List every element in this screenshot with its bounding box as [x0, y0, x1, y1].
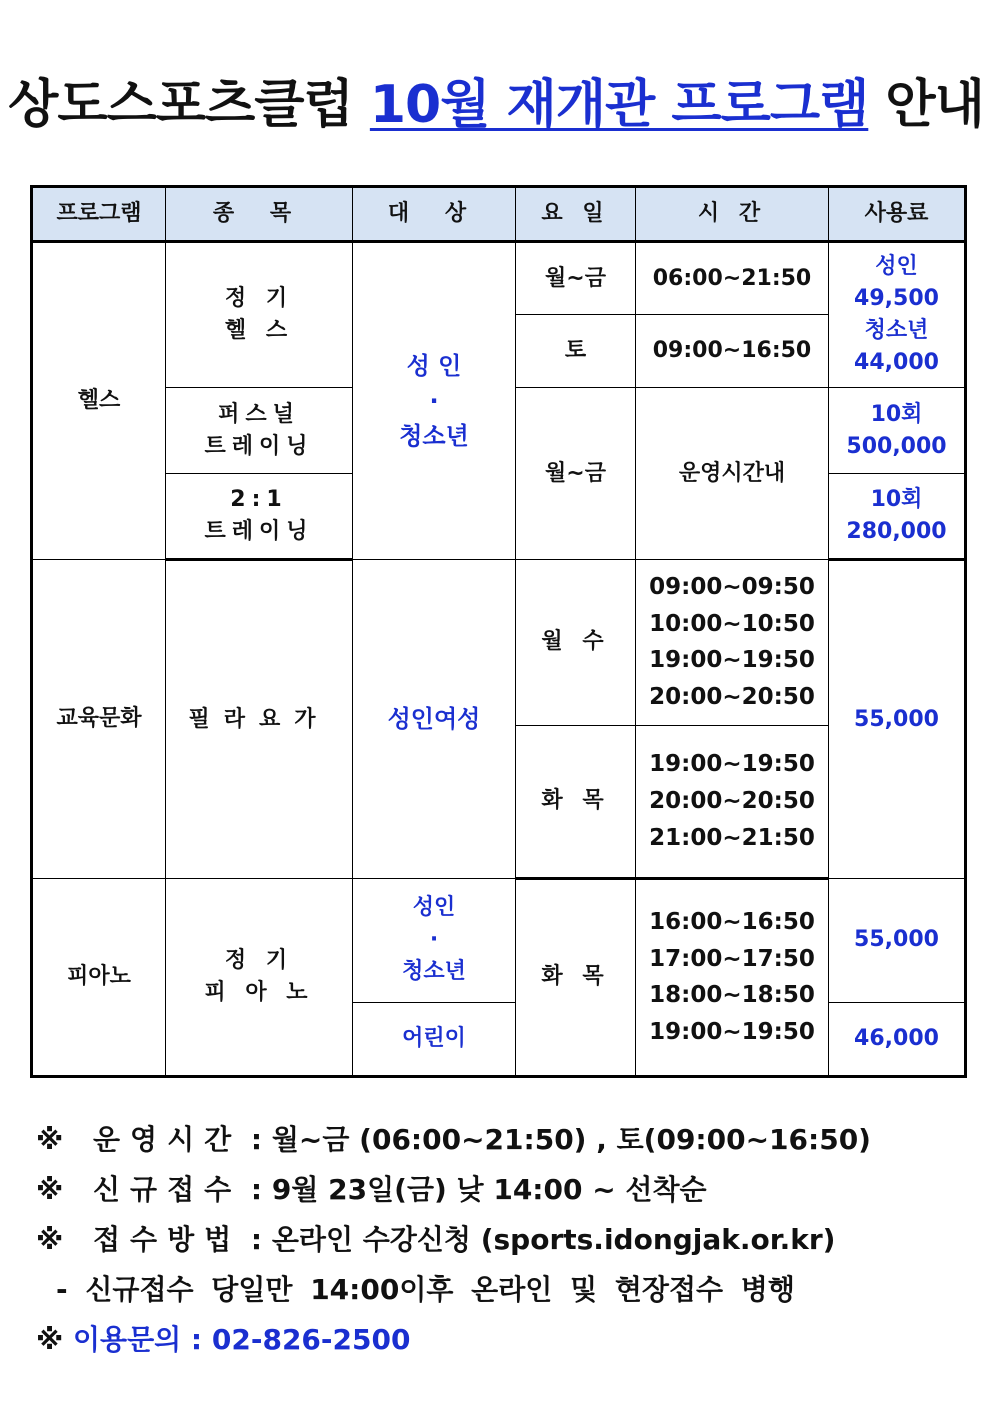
note-value: : 온라인 수강신청 (sports.idongjak.or.kr) [250, 1223, 836, 1256]
title-club-name: 상도스포츠클럽 [8, 75, 353, 135]
item-personal-training: 퍼스널 트레이닝 [166, 388, 353, 474]
note-registration-method [36, 1218, 966, 1268]
day-piano: 화 목 [516, 878, 636, 1076]
time-saturday: 09:00~16:50 [636, 315, 829, 388]
fee-piano-child: 46,000 [829, 1002, 966, 1076]
time-training: 운영시간내 [636, 388, 829, 560]
table-row [32, 878, 966, 1002]
day-mon-wed: 월 수 [516, 560, 636, 725]
title-highlight: 10월 재개관 프로그램 [369, 75, 869, 135]
program-culture: 교육문화 [32, 560, 166, 878]
header-day: 요 일 [516, 187, 636, 242]
note-label: ※ 신규접수 [36, 1173, 242, 1206]
day-weekday: 월~금 [516, 242, 636, 315]
table-row [32, 242, 966, 315]
target-piano-child: 어린이 [353, 1002, 516, 1076]
day-saturday: 토 [516, 315, 636, 388]
note-value: : 월~금 (06:00~21:50) , 토(09:00~16:50) [250, 1123, 871, 1156]
fee-duo-training: 10회 280,000 [829, 474, 966, 560]
table-header-row [32, 187, 966, 242]
target-piano-adult: 성인 · 청소년 [353, 878, 516, 1002]
page-title [0, 62, 992, 137]
header-item: 종 목 [166, 187, 353, 242]
item-pilates-yoga: 필라요가 [166, 560, 353, 878]
header-target: 대 상 [353, 187, 516, 242]
fee-piano-adult: 55,000 [829, 878, 966, 1002]
table-row [32, 560, 966, 725]
note-label: ※ 접수방법 [36, 1223, 242, 1256]
contact-phone: 이용문의 : 02-826-2500 [72, 1323, 411, 1356]
note-mark: ※ [36, 1323, 64, 1356]
item-regular-piano: 정 기 피 아 노 [166, 878, 353, 1076]
note-contact [36, 1318, 966, 1368]
day-tue-thu: 화 목 [516, 725, 636, 878]
header-program: 프로그램 [32, 187, 166, 242]
times-piano: 16:00~16:50 17:00~17:50 18:00~18:50 19:00~19:50 [636, 878, 829, 1076]
note-value: : 9월 23일(금) 낮 14:00 ~ 선착순 [250, 1173, 707, 1206]
item-regular-health: 정 기 헬 스 [166, 242, 353, 388]
target-health: 성 인 · 청소년 [353, 242, 516, 560]
fee-culture: 55,000 [829, 560, 966, 878]
fee-personal-training: 10회 500,000 [829, 388, 966, 474]
item-duo-training: 2:1 트레이닝 [166, 474, 353, 560]
target-culture: 성인여성 [353, 560, 516, 878]
times-tue-thu: 19:00~19:50 20:00~20:50 21:00~21:50 [636, 725, 829, 878]
time-weekday: 06:00~21:50 [636, 242, 829, 315]
program-health: 헬스 [32, 242, 166, 560]
note-new-registration [36, 1168, 966, 1218]
times-mon-wed: 09:00~09:50 10:00~10:50 19:00~19:50 20:00~20:50 [636, 560, 829, 725]
notes-section [36, 1118, 966, 1368]
program-schedule-table [30, 185, 967, 1078]
note-sub: - 신규접수 당일만 14:00이후 온라인 및 현장접수 병행 [56, 1273, 795, 1306]
header-time: 시 간 [636, 187, 829, 242]
header-fee: 사용료 [829, 187, 966, 242]
fee-regular-health: 성인 49,500 청소년 44,000 [829, 242, 966, 388]
program-piano: 피아노 [32, 878, 166, 1076]
note-operating-hours [36, 1118, 966, 1168]
title-suffix: 안내 [885, 75, 984, 135]
day-training: 월~금 [516, 388, 636, 560]
note-label: ※ 운영시간 [36, 1123, 242, 1156]
